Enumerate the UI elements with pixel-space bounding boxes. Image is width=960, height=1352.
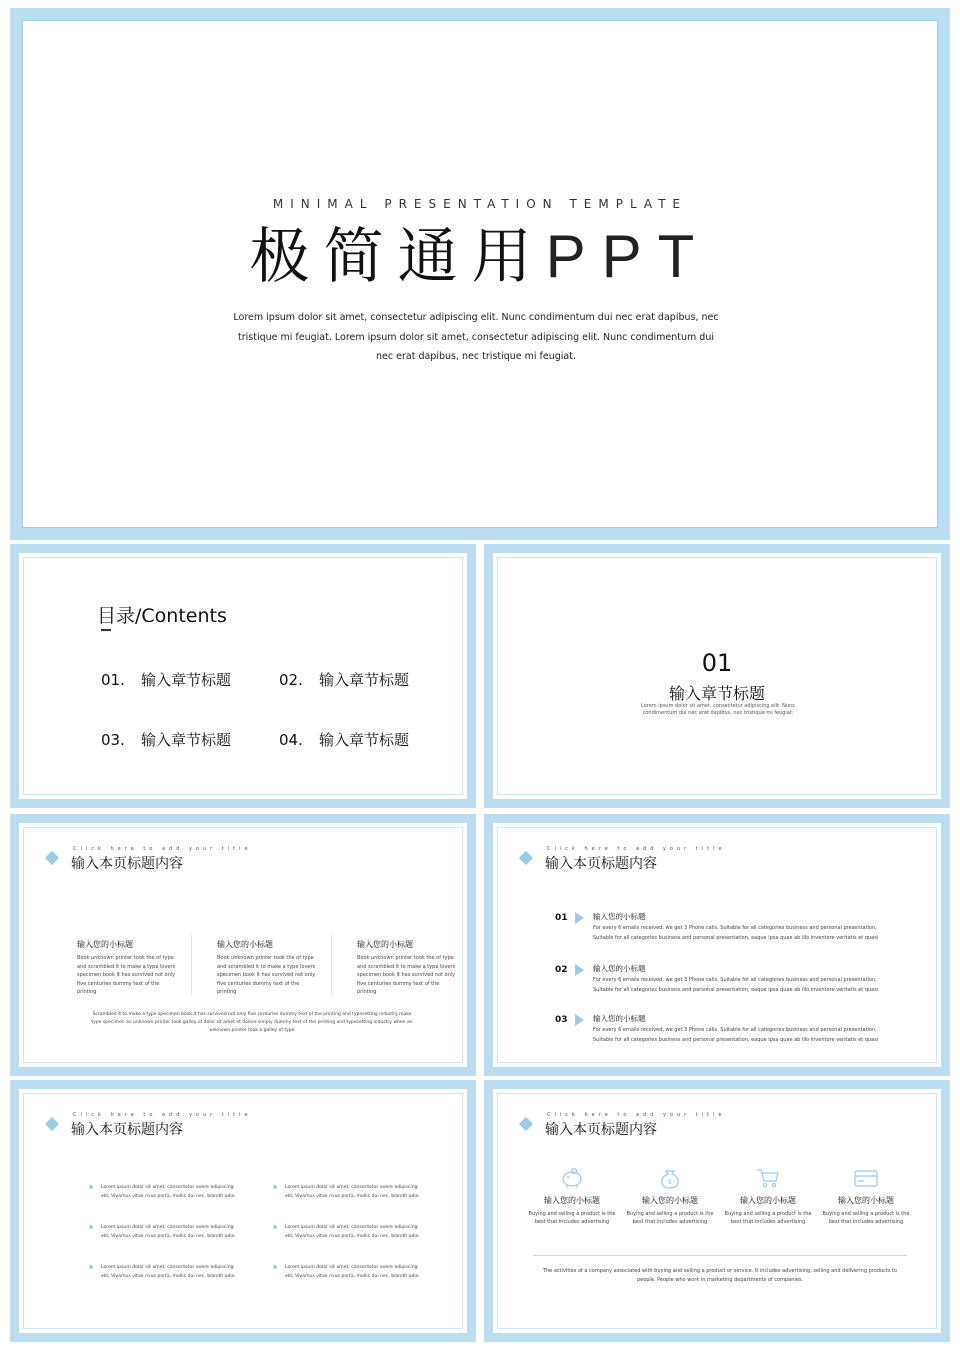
bullet-dot-icon (89, 1225, 93, 1229)
feature-heading: 输入您的小标题 (544, 1196, 600, 1205)
column-heading: 输入您的小标题 (357, 940, 413, 949)
bullet-dot-icon (89, 1185, 93, 1189)
toc-item-label: 输入章节标题 (319, 731, 410, 749)
toc-item-number: 04. (279, 731, 303, 749)
slide-section[interactable] (484, 544, 950, 808)
piggy-bank-icon (559, 1167, 585, 1189)
toc-item-label: 输入章节标题 (141, 731, 232, 749)
triangle-icon (575, 964, 584, 976)
feature-text: Buying and selling a product is the best that includes advertising (724, 1211, 812, 1225)
shopping-cart-icon (755, 1167, 781, 1189)
item-heading: 输入您的小标题 (593, 912, 646, 921)
section-title: 输入章节标题 (668, 684, 765, 703)
feature-heading: 输入您的小标题 (838, 1196, 894, 1205)
toc-item-number: 01. (101, 671, 125, 689)
slide-title[interactable] (10, 8, 950, 540)
toc-item-number: 03. (101, 731, 125, 749)
bullet-text: Lorem ipsum dolor sit amet, consectetur avere adipiscing elit. Vivamus vitae risus porta, mollis dui nec, blandit odio. (285, 1185, 420, 1199)
column-heading: 输入您的小标题 (77, 940, 133, 949)
feature-card (527, 1167, 617, 1226)
toc-underline (101, 629, 111, 631)
divider (331, 935, 332, 995)
toc-item-label: 输入章节标题 (141, 671, 232, 689)
column (77, 939, 177, 997)
slide-section-canvas (492, 552, 942, 800)
slide-features[interactable] (484, 1080, 950, 1342)
toc-item[interactable] (279, 669, 409, 690)
feature-heading: 输入您的小标题 (642, 1196, 698, 1205)
column-text: Book unknown printer took the of type and scrambled it to make a type lovers specimen book It has survived not only five centuries dummy text of the printing (217, 955, 316, 995)
column (217, 939, 317, 997)
bullet-dot-icon (273, 1225, 277, 1229)
feature-heading: 输入您的小标题 (740, 1196, 796, 1205)
feature-card (723, 1167, 813, 1226)
item-text: For every 6 emails received, we get 3 Phone calls. Suitable for all categories business and personal presentation, Suitable for all categories business and personal presentation, eaque ipsa quae ab illo inventore veritatis et quasi (593, 977, 879, 993)
page-subtitle: Click here to add your title (547, 846, 726, 852)
feature-text: Buying and selling a product is the best that includes advertising (528, 1211, 616, 1225)
bullet-dot-icon (273, 1265, 277, 1269)
item-number: 03 (555, 1015, 568, 1025)
hero-description: Lorem ipsum dolor sit amet, consectetur adipiscing elit. Nunc condimentum dui nec erat dapibus, nec tristique mi feugiat. Lorem ipsum dolor sit amet, consectetur adipiscing elit. Nunc condimentum dui nec erat dapibus, nec tristique mi feugiat. (233, 312, 719, 362)
page-subtitle: Click here to add your title (73, 846, 252, 852)
column-text: Book unknown printer took the of type and scrambled it to make a type lovers specimen book It has survived not only five centuries dummy text of the printing (77, 955, 176, 995)
item-number: 02 (555, 965, 568, 975)
divider (533, 1255, 907, 1256)
item-text: For every 6 emails received, we get 3 Phone calls. Suitable for all categories business and personal presentation, Suitable for all categories business and personal presentation, eaque ipsa quae ab illo inventore veritatis et quasi (593, 1027, 879, 1043)
feature-card (625, 1167, 715, 1226)
column (357, 939, 457, 997)
bullet-text: Lorem ipsum dolor sit amet, consectetur avere adipiscing elit. Vivamus vitae risus porta, mollis dui nec, blandit odio. (101, 1225, 236, 1239)
column-text: Book unknown printer took the of type and scrambled it to make a type lovers specimen book It has survived not only five centuries dummy text of the printing (357, 955, 456, 995)
page-subtitle: Click here to add your title (547, 1112, 726, 1118)
money-bag-icon (657, 1167, 683, 1189)
bullet-text: Lorem ipsum dolor sit amet, consectetur avere adipiscing elit. Vivamus vitae risus porta, mollis dui nec, blandit odio. (285, 1265, 420, 1279)
bottom-paragraph: Scrambled it to make a type specimen book It has survived not only five centuries dummy text of the printing and typesetting industry make type specimen an unknown printer took galley of dolor sit amet et dolore simply dummy text of the printing and typesetting industry when an unknown printer took a galley of type (91, 1012, 413, 1033)
page-title: 输入本页标题内容 (71, 1122, 183, 1138)
bullet-text: Lorem ipsum dolor sit amet, consectetur avere adipiscing elit. Vivamus vitae risus porta, mollis dui nec, blandit odio. (285, 1225, 420, 1239)
page-title: 输入本页标题内容 (545, 1122, 657, 1138)
page-title: 输入本页标题内容 (71, 856, 183, 872)
feature-text: Buying and selling a product is the best that includes advertising (626, 1211, 714, 1225)
credit-card-icon (853, 1167, 879, 1189)
hero-title-en: PPT (545, 223, 711, 290)
toc-item[interactable] (101, 729, 231, 750)
section-number: 01 (701, 649, 733, 677)
page-subtitle: Click here to add your title (73, 1112, 252, 1118)
feature-text: Buying and selling a product is the best that includes advertising (822, 1211, 910, 1225)
hero-title (23, 217, 937, 297)
triangle-icon (575, 1014, 584, 1026)
bullet-dot-icon (273, 1185, 277, 1189)
toc-item-number: 02. (279, 671, 303, 689)
hero-subtitle: MINIMAL PRESENTATION TEMPLATE (272, 197, 688, 211)
item-heading: 输入您的小标题 (593, 964, 646, 973)
slide-bullets-canvas (18, 1088, 468, 1334)
slide-features-canvas (492, 1088, 942, 1334)
toc-item[interactable] (279, 729, 409, 750)
item-number: 01 (555, 913, 568, 923)
toc-item[interactable] (101, 669, 231, 690)
bottom-paragraph: The activities of a company associated with buying and selling a product or service. It includes advertising, selling and delivering products to people. People who work in marketing departments of companies. (542, 1268, 898, 1283)
svg-text:$: $ (667, 1178, 673, 1186)
bullet-text: Lorem ipsum dolor sit amet, consectetur avere adipiscing elit. Vivamus vitae risus porta, mollis dui nec, blandit odio. (101, 1185, 236, 1199)
hero-title-cn: 极简通用 (249, 222, 546, 292)
bullet-text: Lorem ipsum dolor sit amet, consectetur avere adipiscing elit. Vivamus vitae risus porta, mollis dui nec, blandit odio. (101, 1265, 236, 1279)
page-title: 输入本页标题内容 (545, 856, 657, 872)
feature-card (821, 1167, 911, 1226)
slide-numbered-list-canvas (492, 822, 942, 1068)
bullet-dot-icon (89, 1265, 93, 1269)
slide-title-canvas (22, 20, 938, 528)
item-heading: 输入您的小标题 (593, 1014, 646, 1023)
column-heading: 输入您的小标题 (217, 940, 273, 949)
divider (191, 935, 192, 995)
toc-item-label: 输入章节标题 (319, 671, 410, 689)
triangle-icon (575, 912, 584, 924)
slide-contents-canvas (18, 552, 468, 800)
slide-numbered-list[interactable] (484, 814, 950, 1076)
toc-title: 目录/Contents (97, 605, 227, 627)
item-text: For every 6 emails received, we get 3 Phone calls. Suitable for all categories business and personal presentation, Suitable for all categories business and personal presentation, eaque ipsa quae ab illo inventore veritatis et quasi (593, 925, 879, 941)
slide-contents[interactable] (10, 544, 476, 808)
slide-columns-canvas (18, 822, 468, 1068)
section-description: Lorem ipsum dolor sit amet, consectetur adipiscing elit. Nunc condimentum dui nec erat dapibus, nec tristique mi feugiat. (641, 703, 795, 716)
slide-columns[interactable] (10, 814, 476, 1076)
slide-bullets[interactable] (10, 1080, 476, 1342)
